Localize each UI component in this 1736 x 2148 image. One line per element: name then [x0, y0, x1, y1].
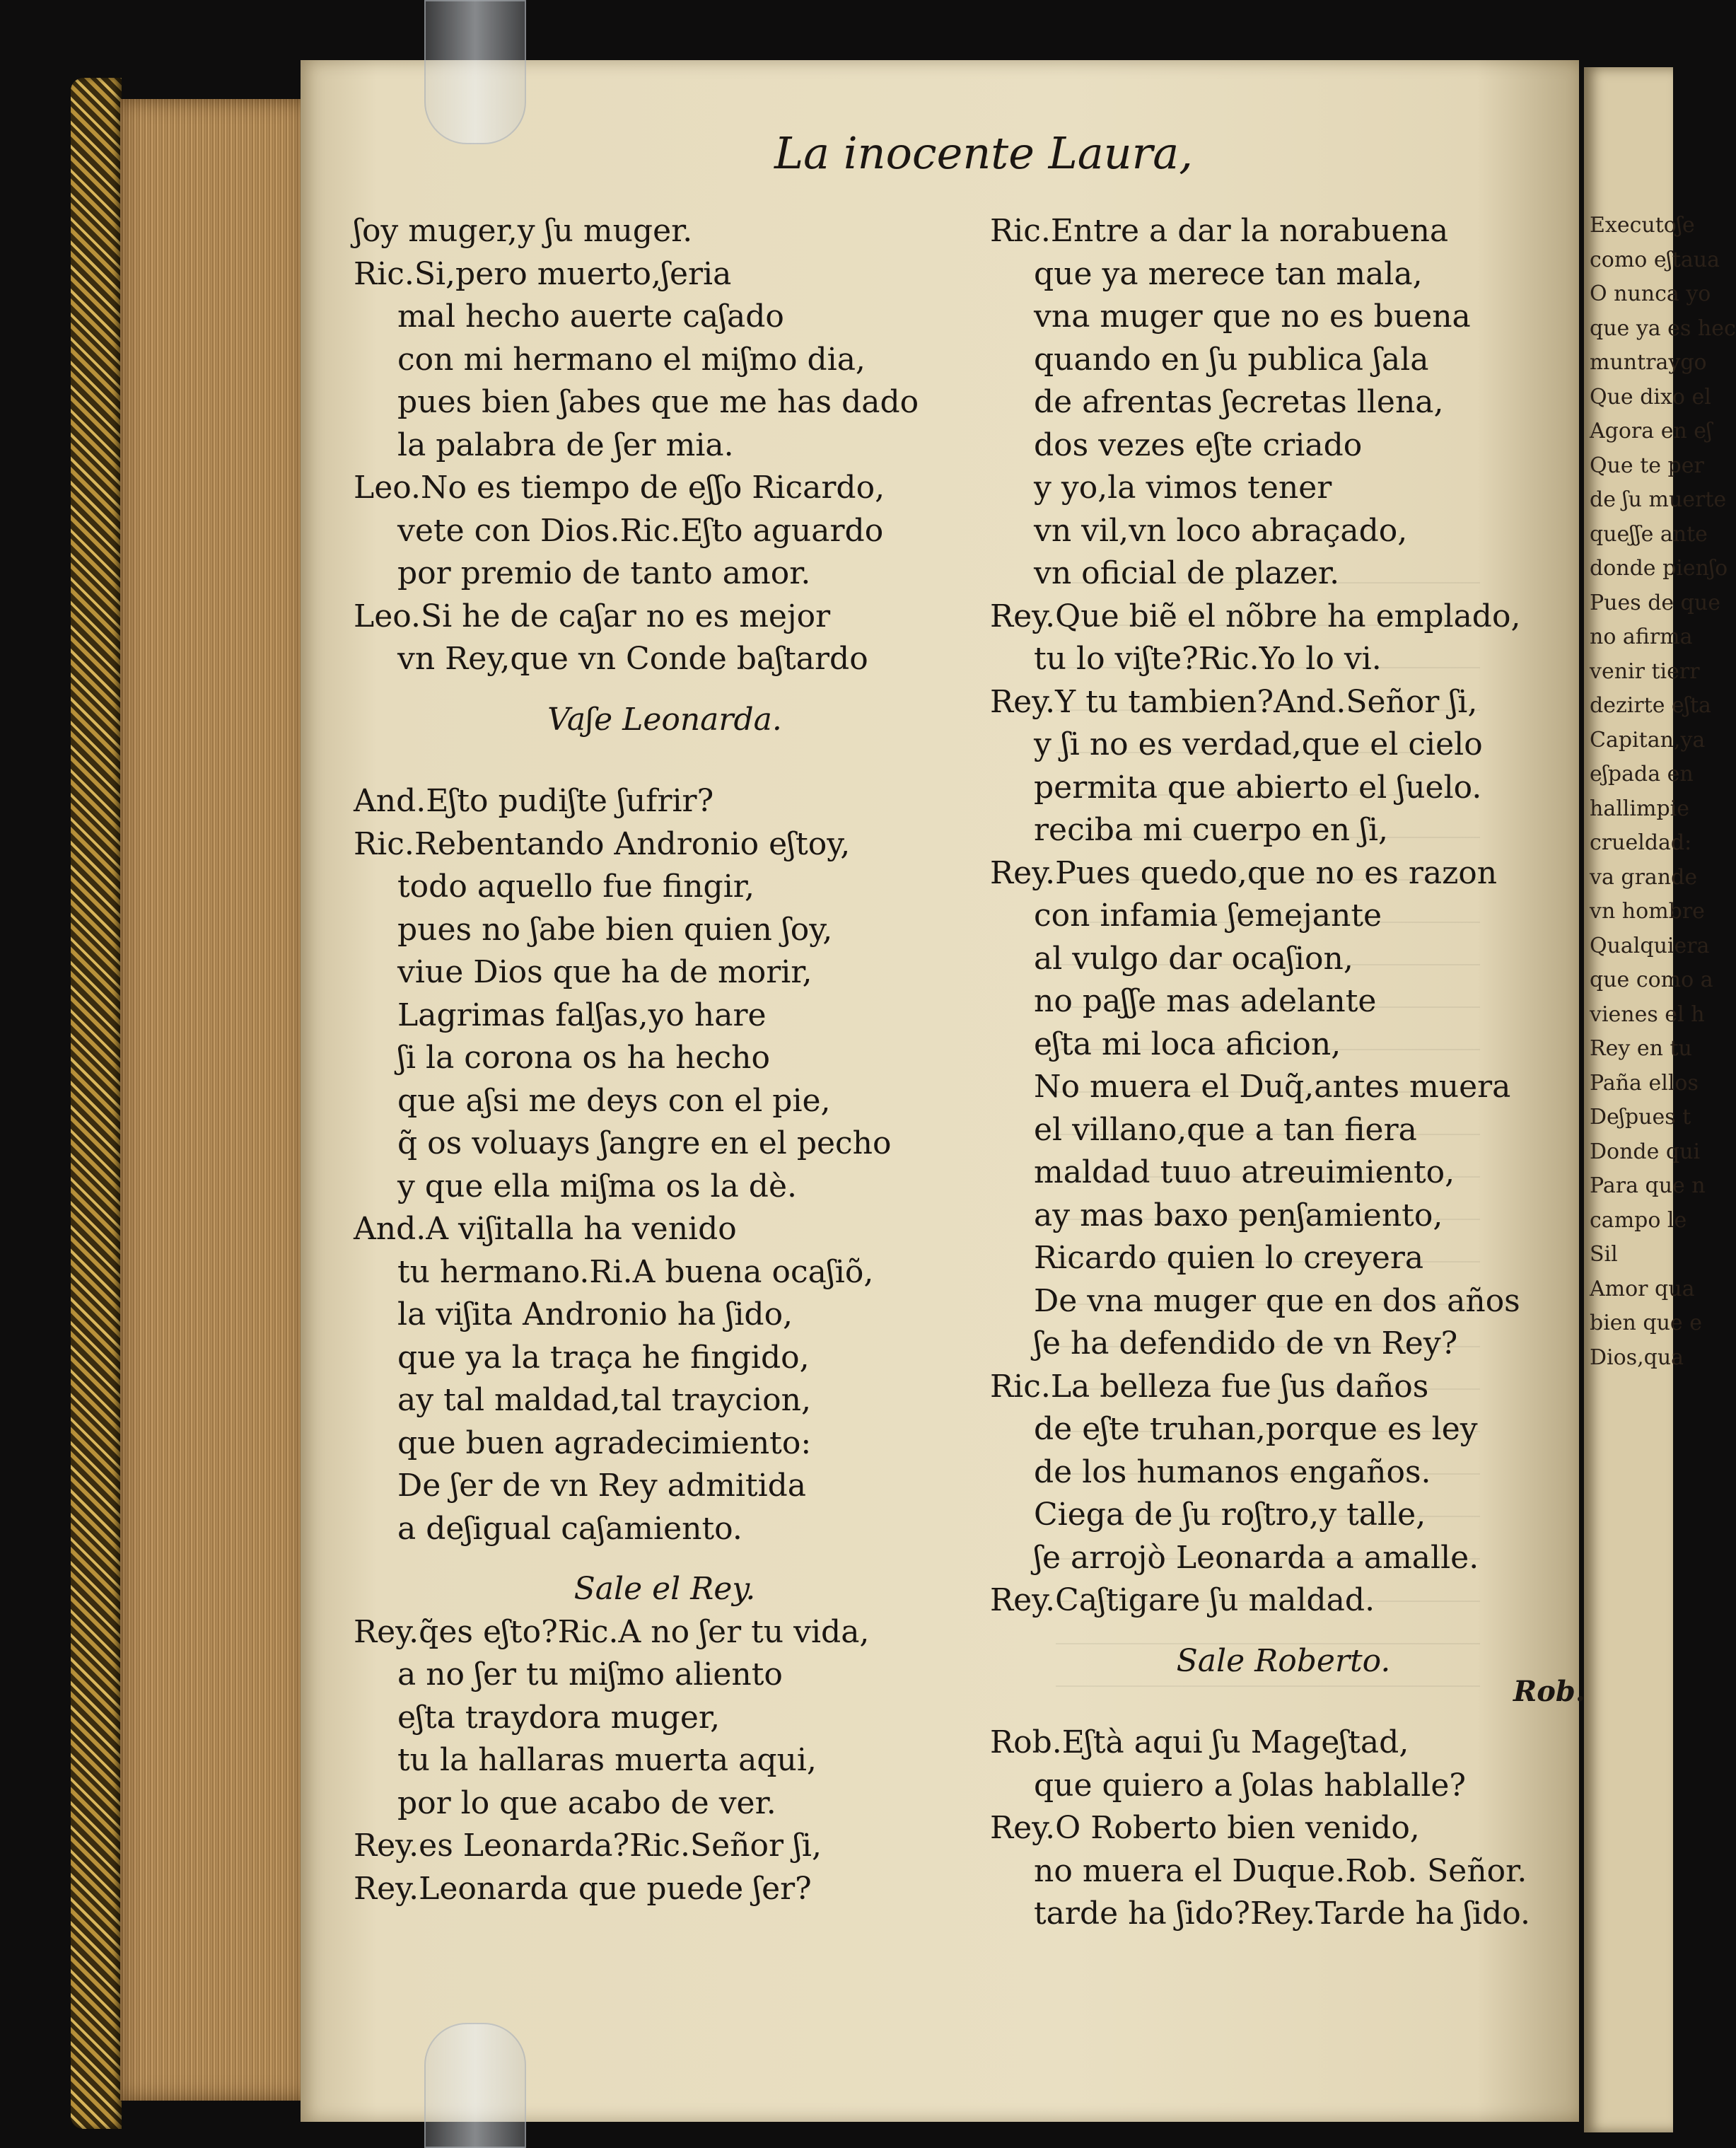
verse-line: ay tal maldad,tal traycion,	[397, 1382, 811, 1418]
facing-page-fragment	[1584, 67, 1736, 2132]
verse-line: la palabra de ʃer mia.	[397, 426, 734, 463]
verse-line: De vna muger que en dos años	[1034, 1282, 1520, 1319]
verse-line: ay mas baxo penʃamiento,	[1034, 1197, 1443, 1233]
verse-line: de afrentas ʃecretas llena,	[1034, 384, 1444, 420]
verse-line: tarde ha ʃido?Rey.Tarde ha ʃido.	[1034, 1896, 1530, 1932]
verse-line: que quiero a ʃolas hablalle?	[1034, 1767, 1466, 1804]
verse-line: que ya merece tan mala,	[1034, 255, 1423, 292]
facing-page-line: Executoʃe	[1590, 213, 1695, 238]
verse-line: y que ella miʃma os la dè.	[397, 1168, 797, 1204]
verse-line: Rey.Y tu tambien?And.Señor ʃi,	[990, 683, 1478, 720]
verse-line: y ʃi no es verdad,que el cielo	[1034, 726, 1483, 762]
verse-line: Lagrimas falʃas,yo hare	[397, 997, 767, 1033]
blank-line	[990, 1683, 1577, 1722]
verse-line: And.Eʃto pudiʃte ʃufrir?	[354, 783, 714, 819]
verse-line: no paʃʃe mas adelante	[1034, 983, 1377, 1019]
facing-page-line: Capitan,ya	[1590, 727, 1706, 753]
verse-line: Ric.Si,pero muerto,ʃeria	[354, 255, 732, 292]
verse-line: ʃe ha defendido de vn Rey?	[1034, 1325, 1458, 1362]
facing-page-line: Paña ellos	[1590, 1070, 1699, 1096]
verse-line: ʃe arrojò Leonarda a amalle.	[1034, 1539, 1479, 1576]
verse-line: tu la hallaras muerta aqui,	[397, 1742, 817, 1778]
verse-line: tu lo viʃte?Ric.Yo lo vi.	[1034, 641, 1382, 677]
verse-line: con infamia ʃemejante	[1034, 898, 1382, 934]
verse-line: maldad tuuo atreuimiento,	[1034, 1154, 1455, 1190]
facing-page-line: O nunca yo	[1590, 281, 1711, 306]
verse-line: tu hermano.Ri.A buena ocaʃiõ,	[397, 1253, 874, 1290]
facing-page-line: Amor qua	[1590, 1276, 1695, 1301]
verse-line: Rey.O Roberto bien venido,	[990, 1810, 1420, 1846]
facing-page-line: como eʃtaua	[1590, 247, 1720, 272]
verse-line: de los humanos engaños.	[1034, 1453, 1431, 1490]
verse-line: que buen agradecimiento:	[397, 1424, 812, 1461]
verse-line: No muera el Duq̃,antes muera	[1034, 1069, 1511, 1105]
verse-line: vn vil,vn loco abraçado,	[1034, 512, 1408, 549]
facing-page-line: Pues de que	[1590, 590, 1720, 615]
running-head: La inocente Laura,	[774, 127, 1193, 179]
verse-line: el villano,que a tan fiera	[1034, 1111, 1417, 1148]
page-clip-bottom	[424, 2023, 526, 2148]
facing-page-line: vienes el h	[1590, 1002, 1705, 1027]
verse-line: de eʃte truhan,porque es ley	[1034, 1411, 1478, 1447]
verse-line: Rey.q̃es eʃto?Ric.A no ʃer tu vida,	[354, 1613, 870, 1650]
facing-page-line: Agora en eʃ	[1590, 419, 1713, 443]
verse-line: And.A viʃitalla ha venido	[354, 1211, 737, 1247]
facing-page-line: no afirma	[1590, 625, 1693, 649]
page-clip-top	[424, 0, 526, 144]
verse-line: a deʃigual caʃamiento.	[397, 1510, 742, 1547]
facing-page-line: Qualquiera	[1590, 933, 1710, 958]
verse-line: que aʃsi me deys con el pie,	[397, 1082, 831, 1119]
verse-line: eʃta mi loca aficion,	[1034, 1026, 1341, 1062]
verse-line: pues no ʃabe bien quien ʃoy,	[397, 911, 833, 948]
verse-line: por premio de tanto amor.	[397, 555, 811, 591]
facing-page-line: hallimpie	[1590, 796, 1689, 821]
facing-page-line: de ʃu muerte	[1590, 487, 1727, 512]
verse-line: quando en ʃu publica ʃala	[1034, 341, 1429, 378]
verse-line: Rob.Eʃtà aqui ʃu Mageʃtad,	[990, 1724, 1409, 1760]
verse-line: ʃoy muger,y ʃu muger.	[354, 213, 693, 249]
verse-line: Ciega de ʃu roʃtro,y talle,	[1034, 1497, 1426, 1533]
verse-line: vn oficial de plazer.	[1034, 555, 1340, 591]
verse-line: viue Dios que ha de morir,	[397, 954, 812, 990]
facing-page-line: Que te per	[1590, 453, 1704, 478]
verse-line: no muera el Duque.Rob. Señor.	[1034, 1852, 1527, 1889]
facing-page-line: donde pienʃo	[1590, 556, 1728, 581]
verse-line: y yo,la vimos tener	[1034, 470, 1332, 506]
verse-line: Ric.Entre a dar la norabuena	[990, 213, 1449, 249]
stage-direction: Sale Roberto.	[1176, 1642, 1391, 1679]
verse-line: al vulgo dar ocaʃion,	[1034, 940, 1353, 977]
verse-line: a no ʃer tu miʃmo aliento	[397, 1656, 783, 1693]
facing-page-line: crueldad:	[1590, 830, 1692, 855]
verse-line: Ric.La belleza fue ʃus daños	[990, 1368, 1429, 1405]
verse-line: eʃta traydora muger,	[397, 1699, 721, 1736]
verse-line: todo aquello fue fingir,	[397, 869, 755, 905]
verse-line: Leo.Si he de caʃar no es mejor	[354, 598, 831, 634]
verse-line: Rey.Pues quedo,que no es razon	[990, 854, 1498, 891]
verse-line: permita que abierto el ʃuelo.	[1034, 769, 1482, 806]
facing-page-line: queʃʃe ante	[1590, 521, 1708, 547]
facing-page-line: va grande	[1590, 864, 1698, 890]
facing-page-line: Rey en tu	[1590, 1036, 1692, 1061]
verse-line: Rey.es Leonarda?Ric.Señor ʃi,	[354, 1828, 822, 1864]
verse-line: que ya la traça he fingido,	[397, 1339, 810, 1376]
verse-line: con mi hermano el miʃmo dia,	[397, 341, 866, 378]
facing-page-line: Que dixo el	[1590, 384, 1711, 410]
facing-page-line: que ya es hec	[1590, 315, 1736, 341]
stage-direction: Sale el Rey.	[573, 1571, 756, 1607]
stage-direction: Vaʃe Leonarda.	[547, 701, 782, 738]
catchword: Rob.	[1513, 1675, 1585, 1708]
verse-line: Ricardo quien lo creyera	[1034, 1240, 1424, 1276]
verse-line: Rey.Caʃtigare ʃu maldad.	[990, 1582, 1375, 1618]
facing-page-line: dezirte eʃta	[1590, 693, 1711, 718]
verse-line: Rey.Que biẽ el nõbre ha emplado,	[990, 598, 1521, 634]
verse-line: la viʃita Andronio ha ʃido,	[397, 1296, 793, 1333]
verse-line: pues bien ʃabes que me has dado	[397, 384, 919, 420]
facing-page-line: vn hombre	[1590, 899, 1705, 924]
verse-line: De ʃer de vn Rey admitida	[397, 1468, 807, 1504]
verse-line: q̃ os voluays ʃangre en el pecho	[397, 1125, 892, 1161]
left-column	[354, 210, 976, 1910]
facing-page-line: que como a	[1590, 968, 1713, 992]
facing-page-line: Deʃpues t	[1590, 1105, 1691, 1130]
verse-line: vn Rey,que vn Conde baʃtardo	[397, 641, 868, 677]
facing-page-line: Dios,qua	[1590, 1345, 1684, 1370]
verse-line: dos vezes eʃte criado	[1034, 426, 1363, 463]
blank-line	[354, 741, 976, 780]
book-spine-gilt-edge	[71, 78, 122, 2129]
facing-page-line: Donde qui	[1590, 1139, 1701, 1164]
facing-page-line: campo le	[1590, 1207, 1687, 1233]
facing-page-line: bien que e	[1590, 1311, 1702, 1335]
verse-line: ʃi la corona os ha hecho	[397, 1040, 770, 1076]
facing-page-line: Sil	[1590, 1242, 1618, 1267]
facing-page-line: venir tierr	[1590, 658, 1700, 684]
verse-line: mal hecho auerte caʃado	[397, 298, 784, 335]
verse-line: Leo.No es tiempo de eʃʃo Ricardo,	[354, 470, 885, 506]
verse-line: Ric.Rebentando Andronio eʃtoy,	[354, 825, 851, 862]
right-column	[990, 210, 1577, 1936]
facing-page-line: muntraygo	[1590, 350, 1707, 375]
verse-line: Rey.Leonarda que puede ʃer?	[354, 1870, 812, 1907]
facing-page-line: eʃpada en	[1590, 762, 1694, 786]
verse-line: vete con Dios.Ric.Eʃto aguardo	[397, 512, 884, 549]
facing-page-line: Para que n	[1590, 1173, 1706, 1198]
verse-line: por lo que acabo de ver.	[397, 1784, 776, 1821]
page-edges	[120, 99, 308, 2101]
verse-line: reciba mi cuerpo en ʃi,	[1034, 812, 1389, 848]
verse-line: vna muger que no es buena	[1034, 298, 1471, 335]
